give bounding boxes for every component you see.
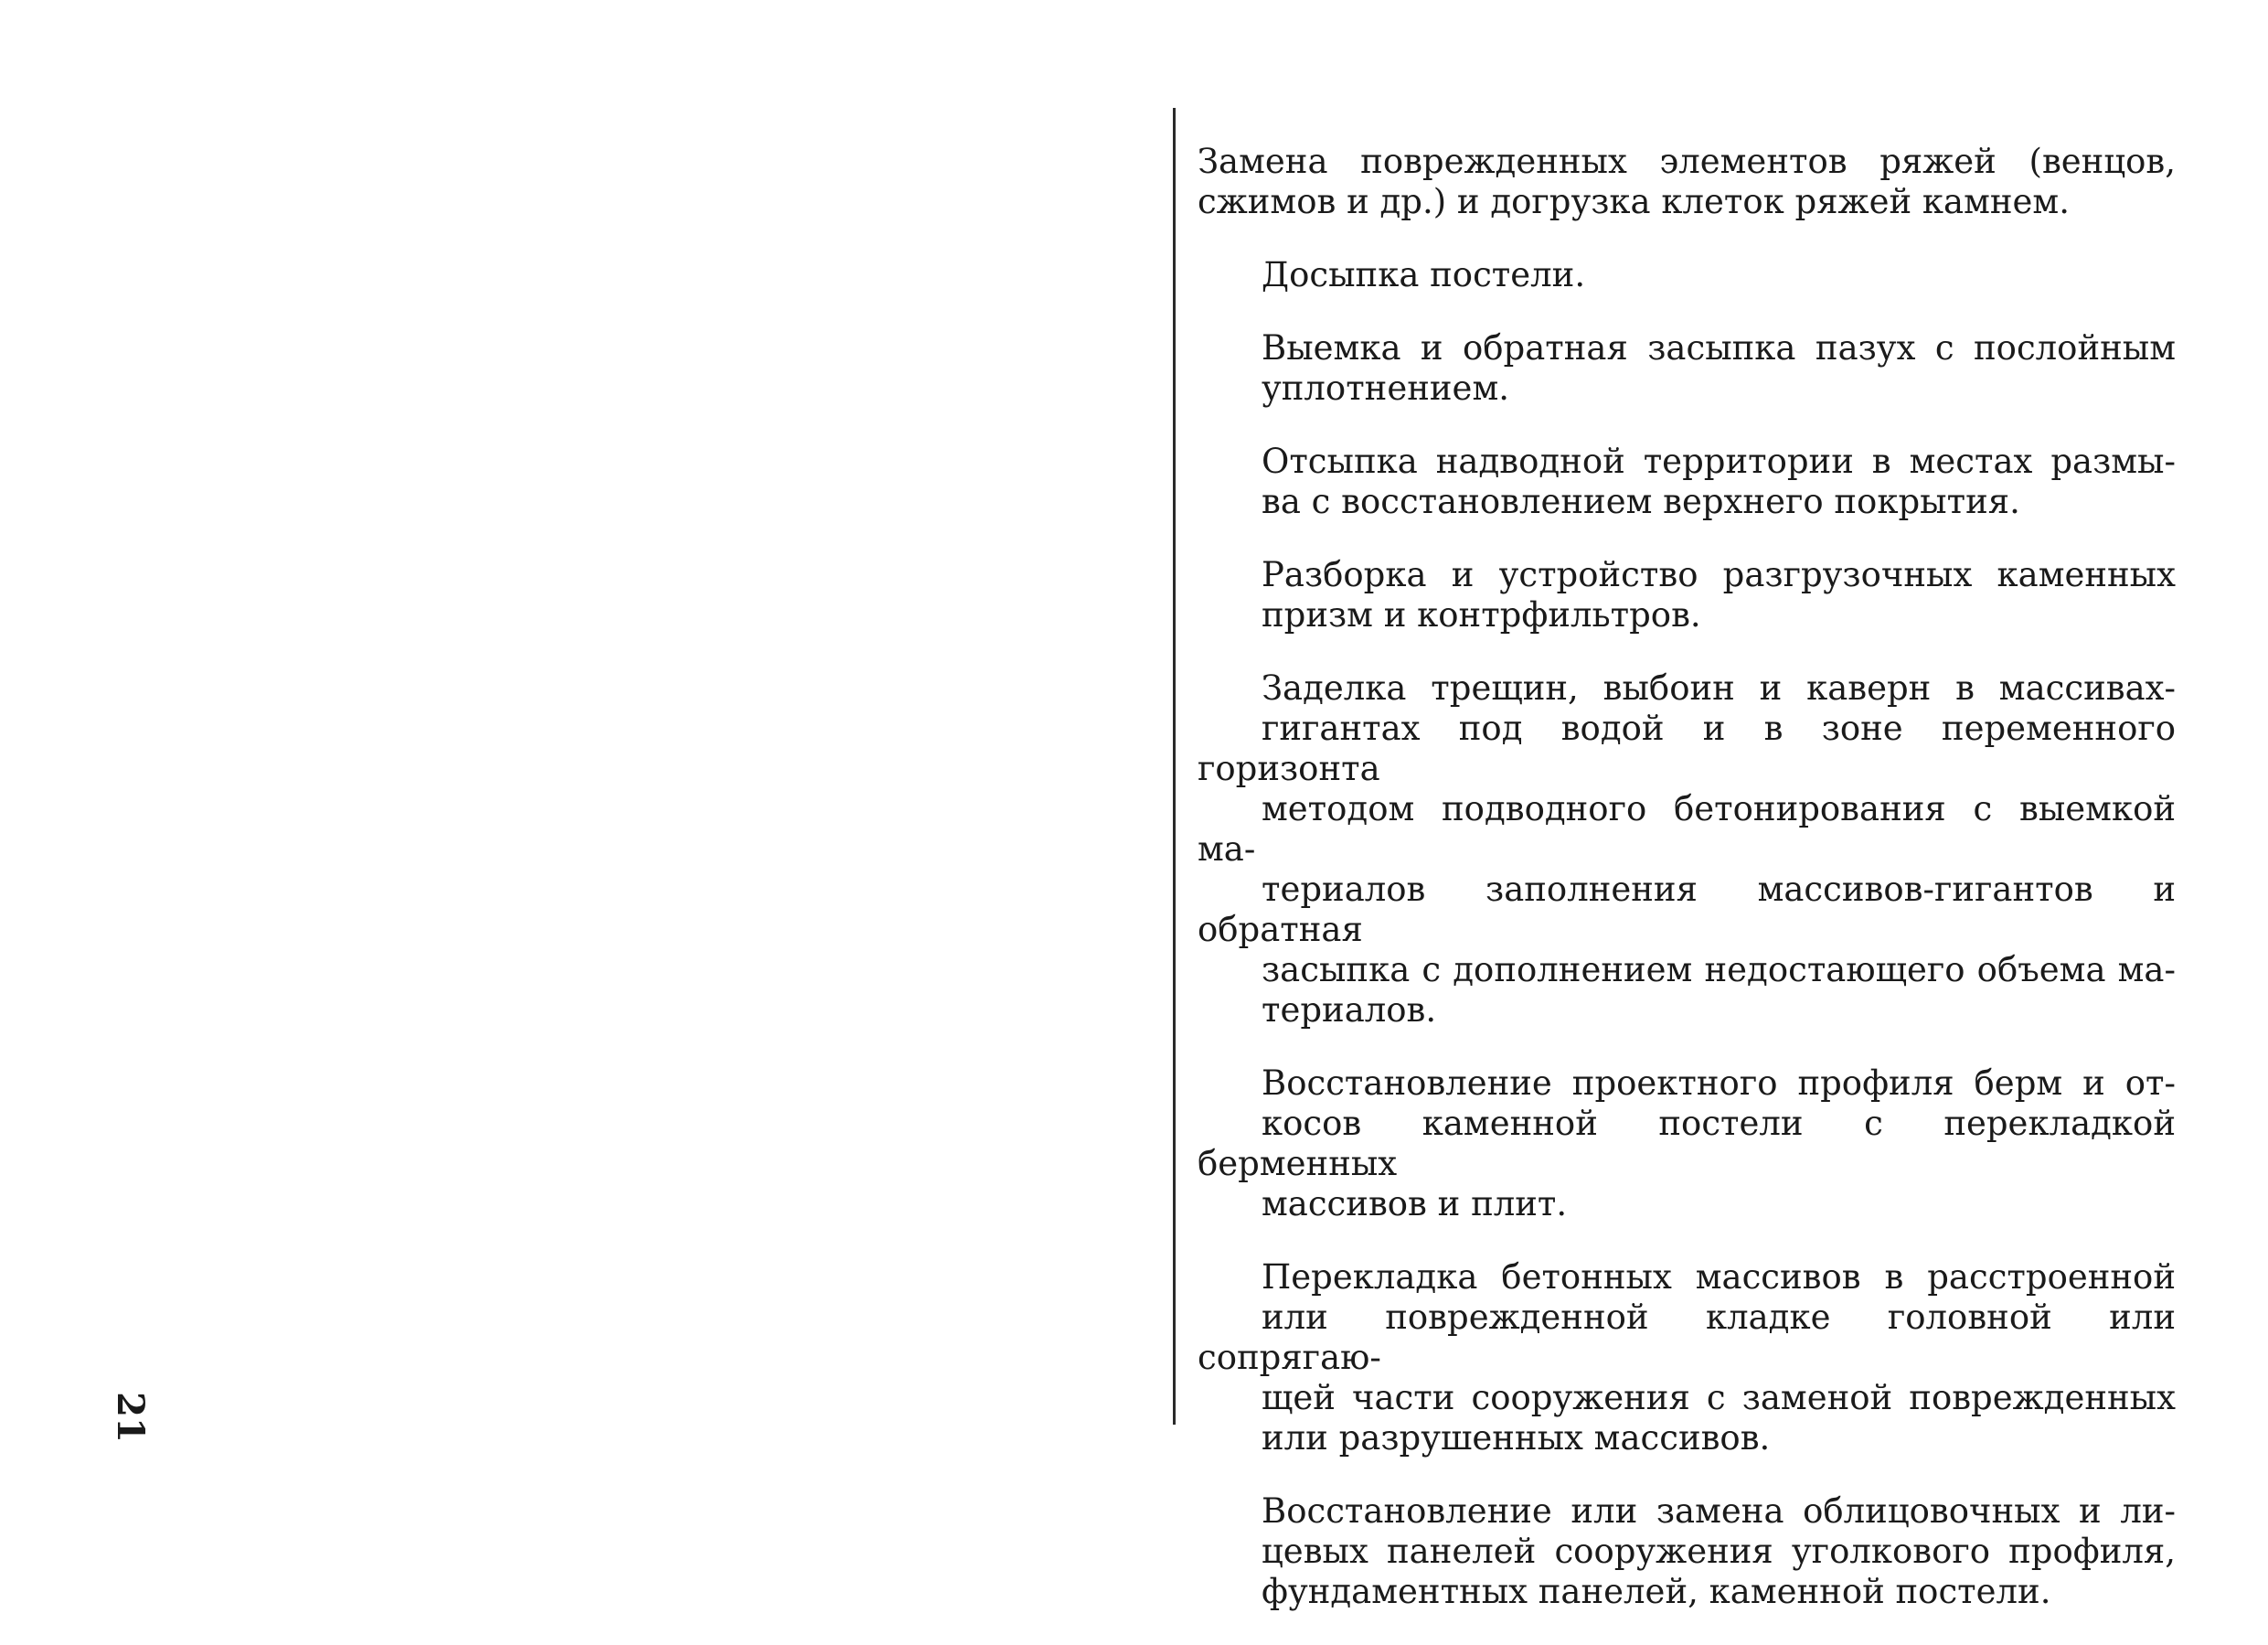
paragraph (1198, 668, 2176, 1031)
text-line: териалов. (1262, 990, 1437, 1030)
text-line: массивов и плит. (1262, 1184, 1568, 1223)
text-line: Восстановление проектного профиля берм и от- (1262, 1063, 2176, 1103)
text-line: Заделка трещин, выбоин и каверн в массивах- (1262, 668, 2176, 708)
text-column (1198, 142, 2176, 1645)
paragraph (1198, 442, 2176, 522)
paragraph (1198, 255, 2176, 295)
text-line: или поврежденной кладке головной или сопрягаю- (1198, 1298, 2176, 1377)
paragraph (1198, 142, 2176, 222)
text-line: фундаментных панелей, каменной постели. (1262, 1572, 2051, 1611)
text-line: гигантах под водой и в зоне переменного горизонта (1198, 709, 2176, 788)
text-line: косов каменной постели с перекладкой берменных (1198, 1104, 2176, 1183)
text-line: сжимов и др.) и догрузка клеток ряжей камнем. (1198, 182, 2070, 221)
text-line: Досыпка постели. (1262, 255, 1586, 294)
text-line: Восстановление или замена облицовочных и ли- (1262, 1491, 2176, 1531)
text-line: Выемка и обратная засыпка пазух с послойным (1262, 328, 2176, 368)
margin-rule (1173, 108, 1176, 1425)
paragraph (1198, 1257, 2176, 1458)
text-line: засыпка с дополнением недостающего объема ма- (1262, 950, 2176, 989)
text-line: призм и контрфильтров. (1262, 595, 1701, 635)
text-line: ва с восстановлением верхнего покрытия. (1262, 482, 2020, 521)
paragraph (1198, 328, 2176, 409)
paragraph (1198, 1491, 2176, 1612)
text-line: Отсыпка надводной территории в местах размы- (1262, 442, 2176, 481)
text-line: щей части сооружения с заменой поврежденных (1262, 1378, 2176, 1417)
page-number: 21 (109, 1392, 152, 1443)
paragraph (1198, 1063, 2176, 1224)
text-line: Разборка и устройство разгрузочных каменных (1262, 555, 2176, 594)
text-line: или разрушенных массивов. (1262, 1418, 1771, 1458)
paragraph (1198, 555, 2176, 636)
text-line: цевых панелей сооружения уголкового профиля, (1262, 1532, 2176, 1571)
text-line: методом подводного бетонирования с выемкой ма- (1198, 789, 2176, 869)
text-line: Замена поврежденных элементов ряжей (венцов, (1198, 142, 2176, 181)
text-line: уплотнением. (1262, 369, 1509, 408)
text-line: Перекладка бетонных массивов в расстроенной (1262, 1257, 2176, 1297)
text-line: териалов заполнения массивов-гигантов и обратная (1198, 870, 2176, 949)
